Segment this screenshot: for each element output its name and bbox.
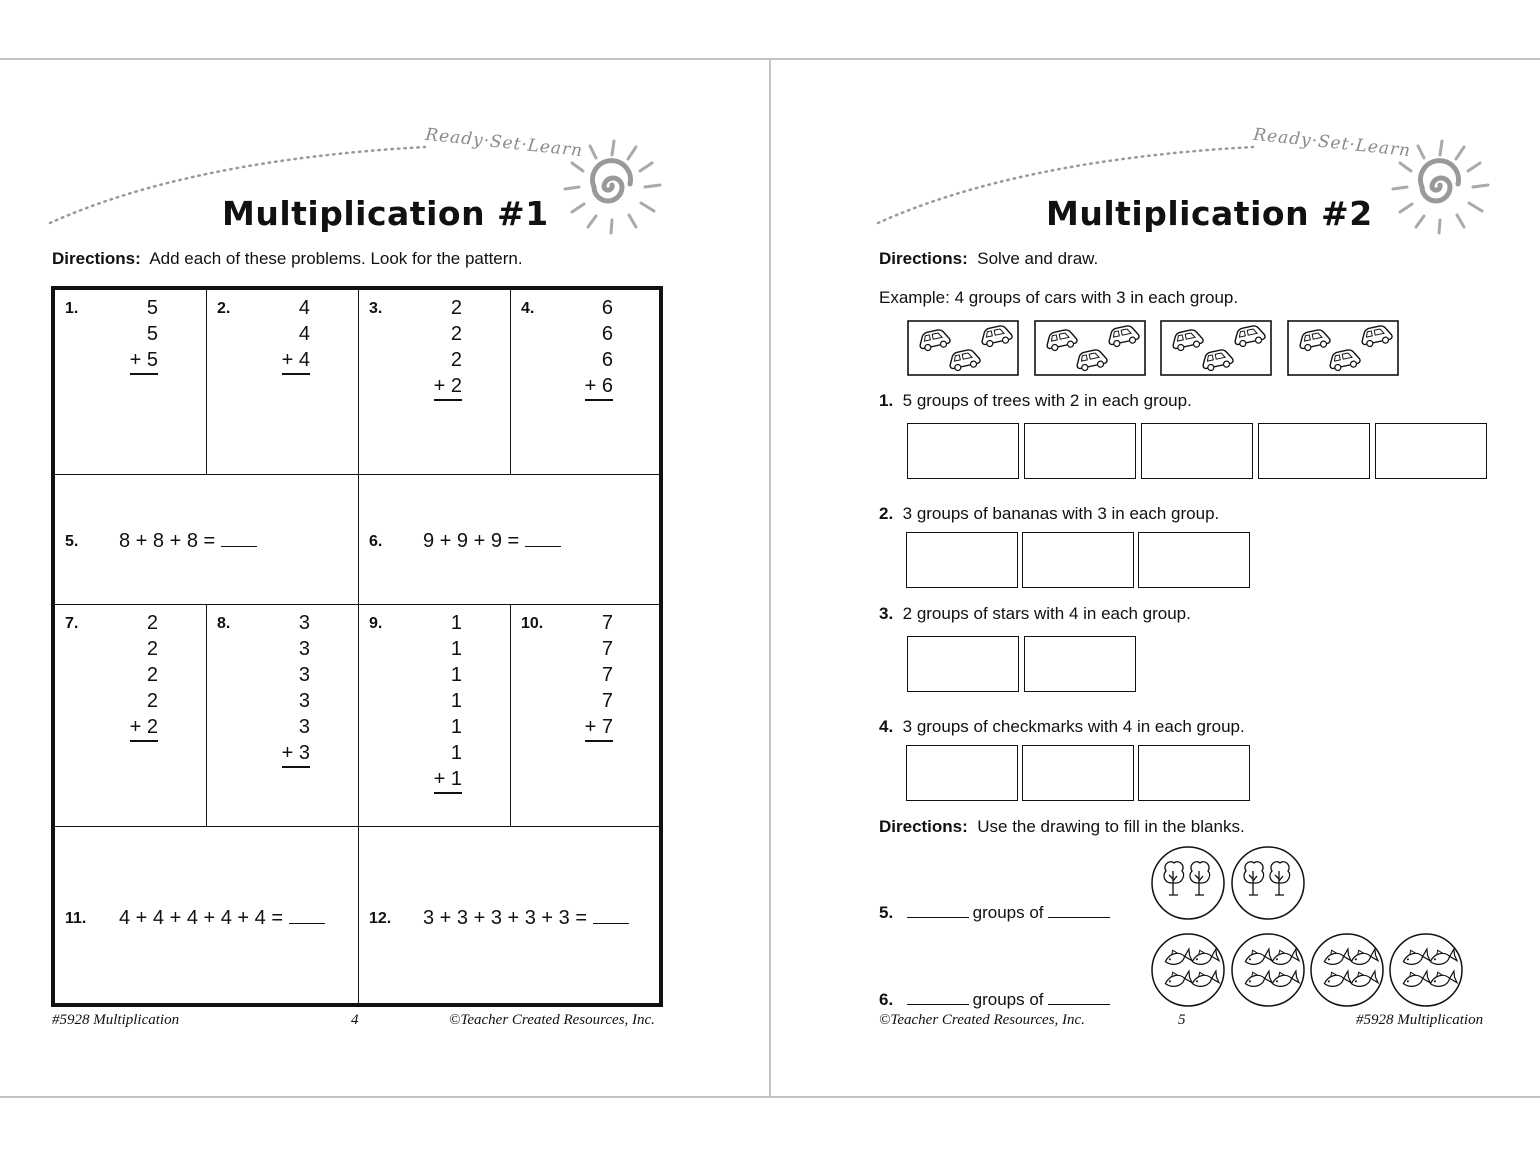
last-addend: + 2 — [434, 373, 462, 401]
addend: 3 — [298, 716, 310, 738]
equation-expression: 8 + 8 + 8 = — [119, 530, 216, 552]
question-text: 2 groups of stars with 4 in each group. — [902, 604, 1191, 623]
directions-right-2 — [879, 817, 1245, 837]
addend: 2 — [450, 349, 462, 371]
addend: 6 — [601, 323, 613, 345]
page-title-right: Multiplication #2 — [1046, 194, 1373, 233]
addend: 3 — [298, 664, 310, 686]
footer-left-page: 4 — [351, 1012, 359, 1028]
draw-box[interactable] — [907, 636, 1019, 692]
addition-stack — [282, 610, 310, 768]
question-number: 1. — [879, 391, 894, 410]
bottom-border — [0, 1096, 1540, 1098]
addition-stack — [282, 295, 310, 375]
addend: 1 — [450, 690, 462, 712]
answer-blank[interactable] — [907, 903, 969, 918]
question-number: 5. — [879, 903, 894, 922]
equation-expression: 9 + 9 + 9 = — [423, 530, 520, 552]
addend: 2 — [450, 297, 462, 319]
draw-box[interactable] — [1258, 423, 1370, 479]
problem-number: 3. — [369, 300, 383, 317]
addend: 7 — [601, 690, 613, 712]
question-1 — [879, 391, 1192, 411]
equation — [423, 905, 629, 930]
answer-blank[interactable] — [593, 905, 629, 924]
last-addend: + 4 — [282, 347, 310, 375]
problem-number: 2. — [217, 300, 231, 317]
addend: 4 — [298, 297, 310, 319]
directions-text: Use the drawing to fill in the blanks. — [977, 817, 1245, 836]
addend: 1 — [450, 716, 462, 738]
addend: 7 — [601, 638, 613, 660]
problem-grid — [51, 286, 663, 1007]
addition-stack — [434, 295, 462, 401]
question-number: 4. — [879, 717, 894, 736]
question-text: 3 groups of checkmarks with 4 in each group. — [902, 717, 1245, 736]
problem-number: 9. — [369, 615, 383, 632]
problem-number: 5. — [65, 533, 79, 550]
problem-number: 4. — [521, 300, 535, 317]
brand-label-left: Ready·Set·Learn — [424, 124, 585, 162]
equation — [423, 528, 561, 553]
addend: 2 — [146, 638, 158, 660]
addition-stack — [130, 295, 158, 375]
question-number: 6. — [879, 990, 894, 1009]
problem-number: 12. — [369, 910, 392, 927]
page-spine — [769, 60, 771, 1096]
answer-blank[interactable] — [1048, 990, 1110, 1005]
answer-blank[interactable] — [289, 905, 325, 924]
last-addend: + 3 — [282, 740, 310, 768]
question-5 — [879, 903, 1114, 923]
addition-stack — [585, 295, 613, 401]
draw-box[interactable] — [907, 423, 1019, 479]
problem-cell-3 — [358, 289, 511, 475]
last-addend: + 1 — [434, 766, 462, 794]
addend: 1 — [450, 742, 462, 764]
car-group-box — [1161, 321, 1271, 375]
problem-cell-1 — [54, 289, 207, 475]
last-addend: + 2 — [130, 714, 158, 742]
footer-right-code: #5928 Multiplication — [1356, 1012, 1484, 1028]
problem-number: 7. — [65, 615, 79, 632]
problem-number: 10. — [521, 615, 544, 632]
draw-box[interactable] — [1138, 532, 1250, 588]
addend: 5 — [146, 297, 158, 319]
question-2 — [879, 504, 1219, 524]
directions-label: Directions: — [879, 817, 968, 836]
addend: 6 — [601, 297, 613, 319]
tree-groups — [1150, 845, 1310, 923]
directions-text: Solve and draw. — [977, 249, 1099, 268]
problem-cell-10 — [510, 604, 660, 827]
draw-box[interactable] — [1022, 532, 1134, 588]
question-6 — [879, 990, 1114, 1010]
answer-blank[interactable] — [525, 528, 561, 547]
draw-box[interactable] — [906, 745, 1018, 801]
groups-of-text: groups of — [972, 990, 1044, 1009]
addition-stack — [434, 610, 462, 794]
question-number: 2. — [879, 504, 894, 523]
problem-cell-5 — [54, 474, 359, 605]
problem-number: 1. — [65, 300, 79, 317]
problem-number: 8. — [217, 615, 231, 632]
last-addend: + 6 — [585, 373, 613, 401]
addend: 6 — [601, 349, 613, 371]
directions-label: Directions: — [879, 249, 968, 268]
problem-cell-7 — [54, 604, 207, 827]
addition-stack — [585, 610, 613, 742]
draw-box[interactable] — [1138, 745, 1250, 801]
equation-expression: 4 + 4 + 4 + 4 + 4 = — [119, 907, 284, 929]
addend: 2 — [450, 323, 462, 345]
problem-cell-2 — [206, 289, 359, 475]
page-title-left: Multiplication #1 — [222, 194, 549, 233]
draw-box[interactable] — [906, 532, 1018, 588]
directions-left — [52, 249, 523, 269]
problem-cell-4 — [510, 289, 660, 475]
car-group-box — [1035, 321, 1145, 375]
addend: 2 — [146, 612, 158, 634]
equation — [119, 528, 257, 553]
problem-cell-9 — [358, 604, 511, 827]
answer-blank[interactable] — [1048, 903, 1110, 918]
addition-stack — [130, 610, 158, 742]
footer-left-code: #5928 Multiplication — [52, 1012, 180, 1028]
example-text: Example: 4 groups of cars with 3 in each group. — [879, 288, 1239, 307]
addend: 2 — [146, 690, 158, 712]
problem-cell-12 — [358, 826, 660, 1004]
draw-box[interactable] — [1024, 423, 1136, 479]
last-addend: + 5 — [130, 347, 158, 375]
brand-label-right: Ready·Set·Learn — [1252, 124, 1413, 162]
directions-text: Add each of these problems. Look for the pattern. — [149, 249, 523, 268]
equation-expression: 3 + 3 + 3 + 3 + 3 = — [423, 907, 588, 929]
addend: 7 — [601, 664, 613, 686]
addend: 1 — [450, 612, 462, 634]
directions-right — [879, 249, 1098, 269]
draw-box[interactable] — [1022, 745, 1134, 801]
addend: 1 — [450, 638, 462, 660]
addend: 5 — [146, 323, 158, 345]
question-3 — [879, 604, 1191, 624]
fish-groups — [1150, 932, 1468, 1010]
question-text: 5 groups of trees with 2 in each group. — [902, 391, 1192, 410]
question-number: 3. — [879, 604, 894, 623]
addend: 1 — [450, 664, 462, 686]
addend: 7 — [601, 612, 613, 634]
answer-blank[interactable] — [907, 990, 969, 1005]
addend: 4 — [298, 323, 310, 345]
groups-of-text: groups of — [972, 903, 1044, 922]
problem-number: 6. — [369, 533, 383, 550]
question-text: 3 groups of bananas with 3 in each group. — [902, 504, 1220, 523]
problem-cell-11 — [54, 826, 359, 1004]
car-group-box — [908, 321, 1018, 375]
example-car-groups — [906, 318, 1402, 378]
footer-right-page: 5 — [1178, 1012, 1186, 1028]
addend: 3 — [298, 638, 310, 660]
answer-blank[interactable] — [221, 528, 257, 547]
problem-cell-8 — [206, 604, 359, 827]
footer-right-copyright: ©Teacher Created Resources, Inc. — [879, 1012, 1085, 1028]
addend: 3 — [298, 690, 310, 712]
equation — [119, 905, 325, 930]
question-4 — [879, 717, 1245, 737]
problem-cell-6 — [358, 474, 660, 605]
footer-left-copyright: ©Teacher Created Resources, Inc. — [449, 1012, 655, 1028]
addend: 2 — [146, 664, 158, 686]
addend: 3 — [298, 612, 310, 634]
draw-box[interactable] — [1024, 636, 1136, 692]
directions-label: Directions: — [52, 249, 141, 268]
draw-box[interactable] — [1141, 423, 1253, 479]
draw-box[interactable] — [1375, 423, 1487, 479]
car-group-box — [1288, 321, 1398, 375]
last-addend: + 7 — [585, 714, 613, 742]
problem-number: 11. — [65, 910, 87, 927]
